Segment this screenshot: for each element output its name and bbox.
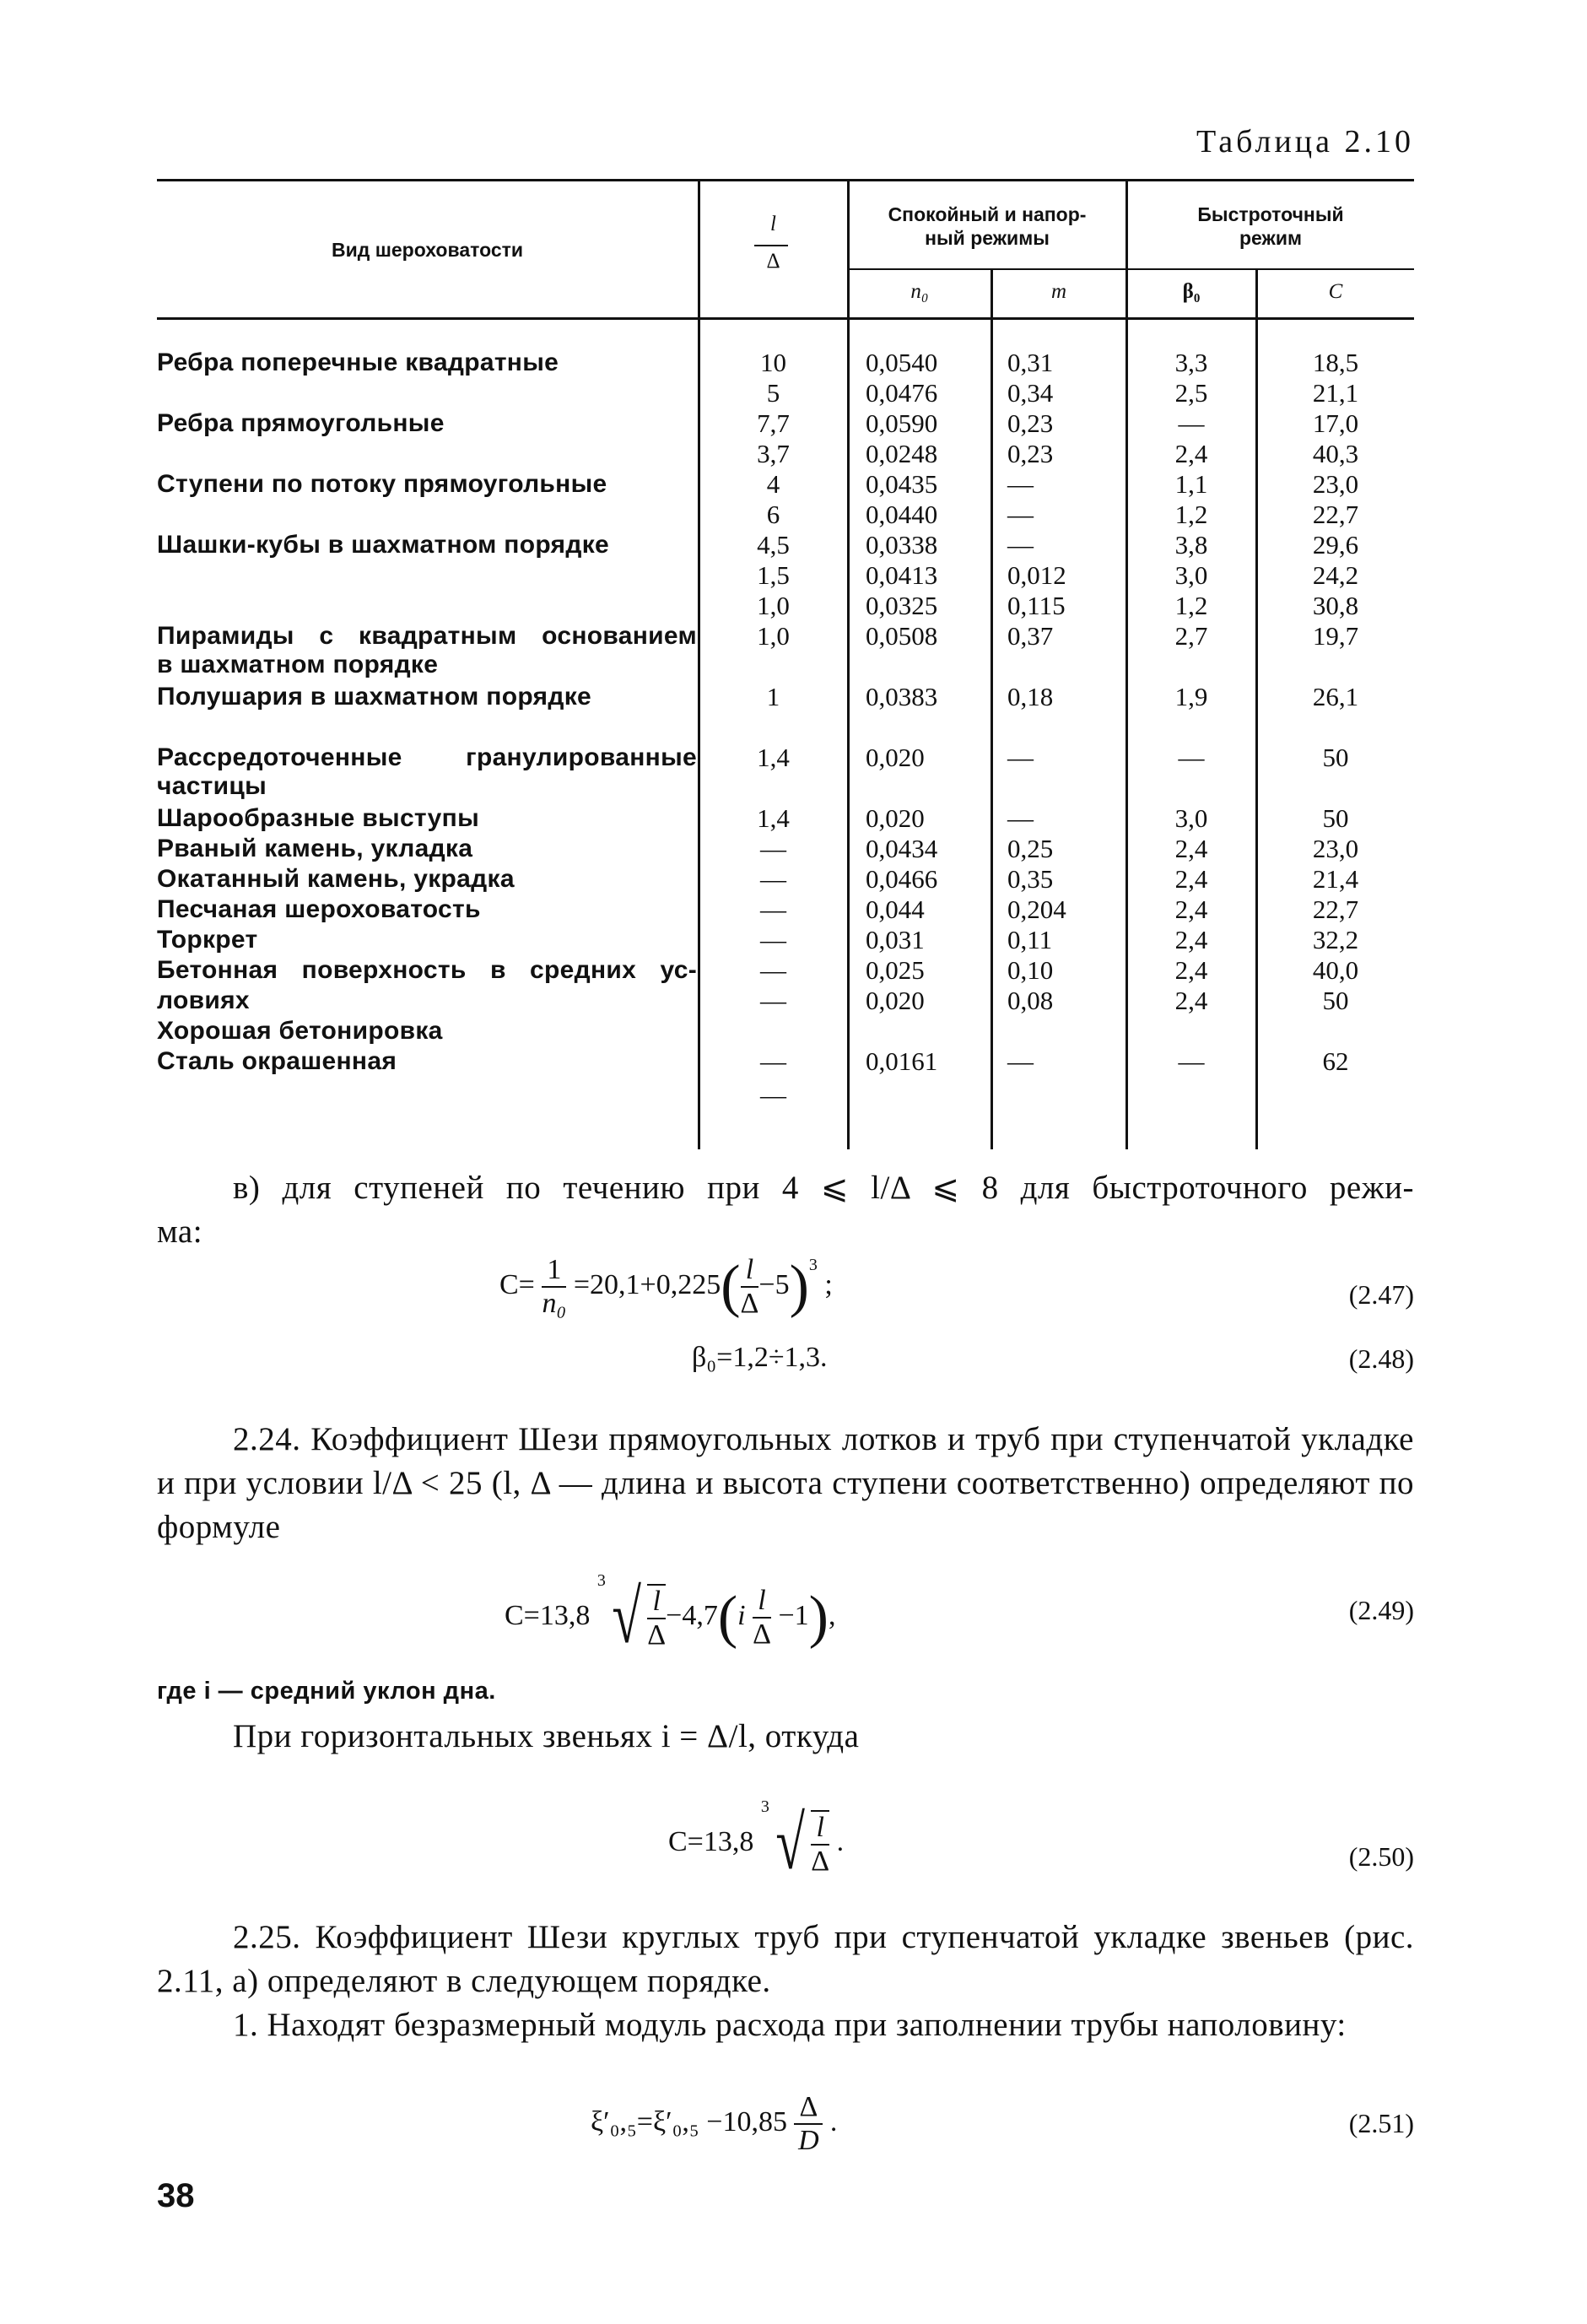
cell-ratio: 1 (766, 682, 780, 711)
cell-n0: 0,025 (866, 955, 925, 985)
note-where-i: где i — средний уклон дна. (157, 1678, 496, 1705)
cell-m: 0,10 (1007, 955, 1054, 985)
cell-n0: 0,020 (866, 743, 925, 772)
name-painted-steel: Сталь окрашенная (157, 1047, 397, 1075)
cell-b0: 1,2 (1174, 500, 1208, 529)
header-n0: n₀ (910, 280, 929, 303)
cell-ratio: 6 (766, 500, 780, 529)
cell-c: 19,7 (1312, 621, 1359, 651)
name-concrete-2: ловиях (157, 986, 250, 1014)
header-calm-line1: Спокойный и напор- (888, 203, 1087, 225)
cell-m: 0,31 (1007, 348, 1054, 377)
cell-c: 18,5 (1312, 348, 1359, 377)
paragraph-step-1: 1. Находят безразмерный модуль расхода при заполнении трубы наполовину: (233, 2007, 1347, 2043)
cell-n0: 0,0508 (866, 621, 938, 651)
cell-n0: 0,0325 (866, 591, 938, 620)
cell-c: 29,6 (1312, 530, 1359, 559)
cell-m: 0,23 (1007, 439, 1054, 468)
name-pyramids-1: Пирамиды с квадратным основанием (157, 622, 697, 650)
header-ratio-bottom: Δ (766, 250, 780, 273)
cell-n0: 0,0466 (866, 864, 938, 894)
cell-c: 17,0 (1312, 408, 1359, 438)
name-sand: Песчаная шероховатость (157, 895, 481, 923)
cell-m: 0,23 (1007, 408, 1054, 438)
cell-m: 0,35 (1007, 864, 1054, 894)
name-good-concrete: Хорошая бетонировка (157, 1017, 443, 1045)
header-roughness-type: Вид шероховатости (331, 239, 524, 261)
cell-ratio: — (760, 864, 786, 894)
cell-c: 24,2 (1312, 560, 1359, 590)
equation-number-2-50: (2.50) (1348, 1841, 1414, 1872)
header-ratio-bar (754, 245, 788, 246)
name-spherical: Шарообразные выступы (157, 804, 479, 832)
cell-b0: 2,4 (1174, 955, 1208, 985)
paragraph-2-25: 2.25. Коэффициент Шези круглых труб при ступенчатой укладке звеньев (рис. 2.11, а) определяют в следующем порядке. (157, 1919, 1414, 1999)
header-c: C (1328, 280, 1343, 303)
cell-c: 32,2 (1312, 925, 1359, 954)
cell-c: 23,0 (1312, 834, 1359, 863)
cell-ratio: 1,0 (757, 591, 790, 620)
cell-m: 0,34 (1007, 378, 1054, 408)
fraction-l-over-delta: $\frac{l}{\Delta}$ (740, 1254, 759, 1319)
header-calm-line2: ный режимы (925, 227, 1050, 249)
cell-b0: 1,1 (1174, 469, 1208, 499)
cell-m: 0,012 (1007, 560, 1066, 590)
cell-n0: 0,0434 (866, 834, 938, 863)
cell-m: 0,08 (1007, 986, 1054, 1015)
table-caption: Таблица 2.10 (1196, 124, 1414, 159)
cell-ratio: 3,7 (757, 439, 790, 468)
name-hemispheres: Полушария в шахматном порядке (157, 683, 592, 711)
cell-n0: 0,0413 (866, 560, 938, 590)
name-granulated-1: Рассредоточенные гранулированные (157, 743, 697, 771)
cell-ratio: — (760, 834, 786, 863)
cell-b0: 2,4 (1174, 834, 1208, 863)
cell-c: 22,7 (1312, 500, 1359, 529)
formula-2-47: C= $\frac{1}{\text{n₀}}$ =20,1+0,225( $\frac{l}{\Delta}$ −5)$^3$ ; (499, 1254, 833, 1319)
name-concrete-1: Бетонная поверхность в средних ус- (157, 956, 697, 984)
name-rubble: Рваный камень, укладка (157, 835, 473, 862)
cell-b0: 3,0 (1174, 560, 1208, 590)
cell-ratio: 1,4 (757, 803, 790, 833)
cell-n0: 0,0338 (866, 530, 938, 559)
cell-m: 0,115 (1007, 591, 1066, 620)
cell-b0: 2,4 (1174, 439, 1208, 468)
header-fast-line1: Быстроточный (1197, 203, 1344, 225)
cell-ratio: 1,0 (757, 621, 790, 651)
cell-b0: 1,2 (1174, 591, 1208, 620)
paragraph-steps-fast (157, 1166, 1414, 1210)
group-sub-rule-fast (1127, 268, 1414, 270)
cell-ratio: 10 (760, 348, 786, 377)
cell-b0: 2,4 (1174, 894, 1208, 924)
cell-n0: 0,0161 (866, 1046, 938, 1076)
equation-number-2-47: (2.47) (1348, 1279, 1414, 1310)
cell-m: 0,204 (1007, 894, 1066, 924)
header-m: m (1050, 280, 1067, 303)
paragraph-steps-fast-line1: в) для ступеней по течению при 4 ⩽ l/Δ ⩽ 8 для быстроточного режи- (233, 1170, 1414, 1206)
cell-c: 40,0 (1312, 955, 1359, 985)
cell-n0: 0,0435 (866, 469, 938, 499)
name-rounded-stone: Окатанный камень, украдка (157, 865, 515, 893)
name-cubes-staggered: Шашки-кубы в шахматном порядке (157, 531, 609, 559)
cell-n0: 0,031 (866, 925, 925, 954)
cell-b0: 2,5 (1174, 378, 1208, 408)
cell-m: — (1007, 500, 1034, 529)
cell-c: 50 (1322, 986, 1349, 1015)
cell-ratio: 5 (766, 378, 780, 408)
cell-b0: 3,0 (1174, 803, 1208, 833)
cell-c: 62 (1322, 1046, 1349, 1076)
name-steps-flow: Ступени по потоку прямоугольные (157, 470, 607, 498)
cell-c: 40,3 (1312, 439, 1359, 468)
cell-ratio: 4 (766, 469, 780, 499)
cell-n0: 0,020 (866, 986, 925, 1015)
cell-m: — (1007, 530, 1034, 559)
cell-m: 0,18 (1007, 682, 1054, 711)
cell-b0: 1,9 (1174, 682, 1208, 711)
fraction-1-over-n0: $\frac{1}{\text{n₀}}$ (542, 1254, 567, 1319)
equation-number-2-51: (2.51) (1348, 2108, 1414, 2138)
cell-b0: 2,7 (1174, 621, 1208, 651)
cell-n0: 0,044 (866, 894, 925, 924)
cell-n0: 0,0476 (866, 378, 938, 408)
cell-c: 23,0 (1312, 469, 1359, 499)
cell-b0: — (1178, 1046, 1205, 1076)
cell-ratio: 7,7 (757, 408, 790, 438)
name-pyramids-2: в шахматном порядке (157, 651, 439, 678)
formula-2-48: β₀=1,2÷1,3. (692, 1342, 828, 1373)
cell-ratio: — (760, 986, 786, 1015)
cell-ratio: — (760, 955, 786, 985)
paragraph-horizontal: При горизонтальных звеньях i = Δ/l, откуда (233, 1718, 860, 1754)
cell-b0: 3,3 (1174, 348, 1208, 377)
name-torcret: Торкрет (157, 926, 258, 954)
cell-ratio: 1,4 (757, 743, 790, 772)
cell-n0: 0,0590 (866, 408, 938, 438)
cell-ratio: 4,5 (757, 530, 790, 559)
table-top-rule (157, 179, 1414, 181)
cell-b0: 3,8 (1174, 530, 1208, 559)
cell-m: 0,25 (1007, 834, 1054, 863)
formula-2-50: C=13,8 $^3$√ $\frac{l}{\Delta}$ . (668, 1797, 845, 1886)
cell-c: 22,7 (1312, 894, 1359, 924)
header-b0: β₀ (1182, 280, 1201, 303)
cell-ratio: — (760, 925, 786, 954)
cell-c: 21,4 (1312, 864, 1359, 894)
roughness-table (157, 179, 1414, 1149)
cube-root-sign: √ (612, 1575, 641, 1660)
cell-c: 50 (1322, 743, 1349, 772)
cell-ratio: — (760, 1046, 786, 1076)
header-fast-line2: режим (1239, 227, 1302, 249)
formula-2-49: C=13,8 $^3$√ $\frac{l}{\Delta}$ −4,7(i $\frac{l}{\Delta}$ −1), (505, 1571, 836, 1660)
cell-b0: 2,4 (1174, 864, 1208, 894)
cell-n0: 0,0440 (866, 500, 938, 529)
paragraph-2-24: 2.24. Коэффициент Шези прямоугольных лотков и труб при ступенчатой укладке и при условии l/Δ < 25 (l, Δ — длина и высота ступени соответственно) определяют по формуле (157, 1421, 1414, 1545)
header-ratio-top: l (770, 213, 776, 235)
cell-ratio: — (760, 894, 786, 924)
cell-ratio: 1,5 (757, 560, 790, 590)
cell-m: — (1007, 803, 1034, 833)
equation-number-2-49: (2.49) (1348, 1595, 1414, 1625)
name-granulated-2: частицы (157, 772, 267, 800)
name-ribs-square: Ребра поперечные квадратные (157, 349, 559, 376)
cell-m: — (1007, 1046, 1034, 1076)
cell-m: — (1007, 469, 1034, 499)
cell-c: 26,1 (1312, 682, 1359, 711)
cell-m: 0,37 (1007, 621, 1054, 651)
cell-c: 30,8 (1312, 591, 1359, 620)
cell-b0: — (1178, 408, 1205, 438)
cell-ratio: — (760, 1080, 786, 1110)
cell-b0: 2,4 (1174, 986, 1208, 1015)
name-ribs-rect: Ребра прямоугольные (157, 409, 445, 437)
cube-root-sign: √ (775, 1802, 805, 1886)
cell-m: — (1007, 743, 1034, 772)
paragraph-steps-fast-line2: ма: (157, 1213, 203, 1250)
cell-b0: 2,4 (1174, 925, 1208, 954)
cell-n0: 0,0383 (866, 682, 938, 711)
header-bottom-rule (157, 317, 1414, 320)
cell-c: 50 (1322, 803, 1349, 833)
cell-n0: 0,0248 (866, 439, 938, 468)
cell-b0: — (1178, 743, 1205, 772)
cell-c: 21,1 (1312, 378, 1359, 408)
equation-number-2-48: (2.48) (1348, 1343, 1414, 1374)
cell-m: 0,11 (1007, 925, 1053, 954)
cell-n0: 0,0540 (866, 348, 938, 377)
group-sub-rule-calm (849, 268, 1127, 270)
cell-n0: 0,020 (866, 803, 925, 833)
formula-2-51: ξ′₀,₅=ξ′₀,₅ −10,85 $\frac{\Delta}{D}$ . (591, 2091, 838, 2156)
page-number: 38 (157, 2177, 195, 2214)
